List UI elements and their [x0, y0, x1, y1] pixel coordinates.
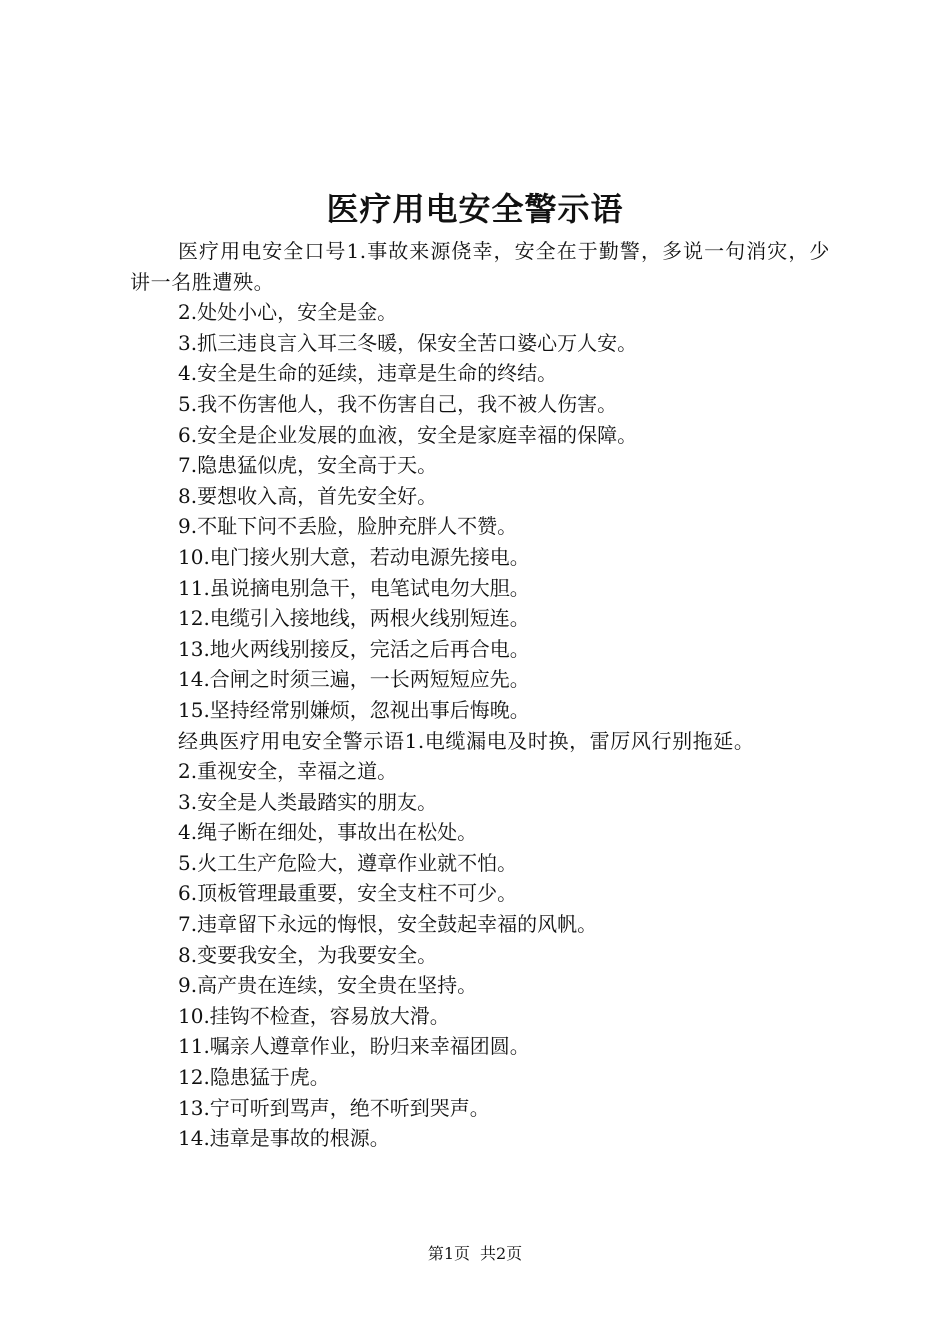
paragraph: 14.合闸之时须三遍，一长两短短应先。: [178, 667, 530, 692]
paragraph: 3.抓三违良言入耳三冬暖，保安全苦口婆心万人安。: [178, 330, 638, 355]
paragraph: 10.电门接火别大意，若动电源先接电。: [178, 544, 530, 569]
page-footer: [0, 1243, 950, 1265]
paragraph: 9.不耻下问不丢脸，脸肿充胖人不赞。: [178, 514, 518, 539]
paragraph: 3.安全是人类最踏实的朋友。: [178, 789, 438, 814]
paragraph: 医疗用电安全口号1.事故来源侥幸，安全在于勤警，多说一句消灾，少讲一名胜遭殃。: [130, 239, 830, 294]
paragraph: 12.电缆引入接地线，两根火线别短连。: [178, 606, 530, 631]
paragraph: 7.隐患猛似虎，安全高于天。: [178, 453, 438, 478]
paragraph: 13.地火两线别接反，完活之后再合电。: [178, 636, 530, 661]
paragraph: 4.安全是生命的延续，违章是生命的终结。: [178, 361, 558, 386]
paragraph: 9.高产贵在连续，安全贵在坚持。: [178, 973, 478, 998]
paragraph: 15.坚持经常别嫌烦，忽视出事后悔晚。: [178, 697, 530, 722]
paragraph: 11.虽说摘电别急干，电笔试电勿大胆。: [178, 575, 530, 600]
paragraph: 5.火工生产危险大，遵章作业就不怕。: [178, 850, 518, 875]
paragraph: 5.我不伤害他人，我不伤害自己，我不被人伤害。: [178, 391, 618, 416]
page-number-total: 共2页: [480, 1244, 523, 1263]
paragraph: 4.绳子断在细处，事故出在松处。: [178, 820, 478, 845]
document-body: [130, 236, 830, 1154]
paragraph: 2.处处小心，安全是金。: [178, 300, 398, 325]
paragraph: 13.宁可听到骂声，绝不听到哭声。: [178, 1095, 490, 1120]
paragraph: 7.违章留下永远的悔恨，安全鼓起幸福的风帆。: [178, 912, 598, 937]
page-number-current: 第1页: [427, 1244, 470, 1263]
paragraph: 11.嘱亲人遵章作业，盼归来幸福团圆。: [178, 1034, 530, 1059]
paragraph: 8.要想收入高，首先安全好。: [178, 483, 438, 508]
paragraph: 10.挂钩不检查，容易放大滑。: [178, 1003, 450, 1028]
paragraph: 14.违章是事故的根源。: [178, 1126, 390, 1151]
paragraph: 经典医疗用电安全警示语1.电缆漏电及时换，雷厉风行别拖延。: [178, 728, 755, 753]
paragraph: 8.变要我安全，为我要安全。: [178, 942, 438, 967]
paragraph: 12.隐患猛于虎。: [178, 1065, 330, 1090]
paragraph: 6.安全是企业发展的血液，安全是家庭幸福的保障。: [178, 422, 638, 447]
document-title: 医疗用电安全警示语: [326, 190, 624, 228]
paragraph: 2.重视安全，幸福之道。: [178, 759, 398, 784]
paragraph: 6.顶板管理最重要，安全支柱不可少。: [178, 881, 518, 906]
